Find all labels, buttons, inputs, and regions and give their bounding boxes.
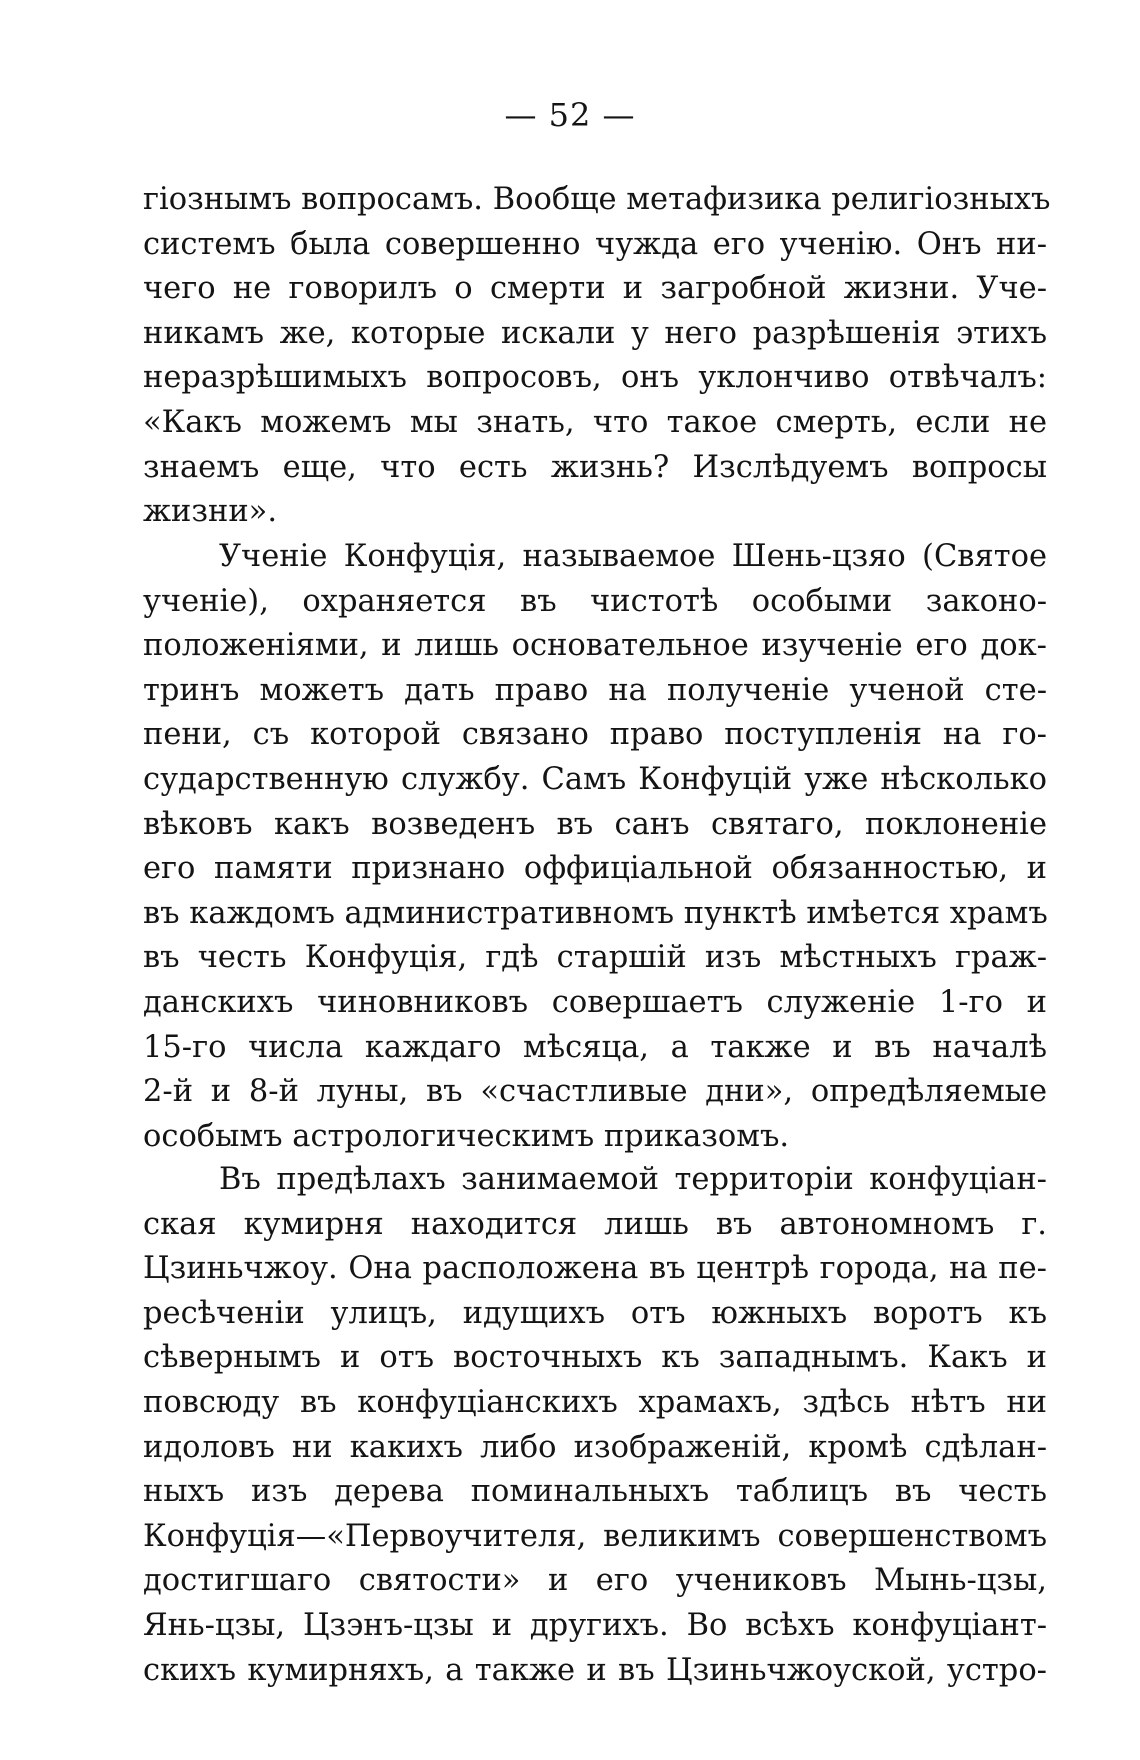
text-line: ученіе), охраняется въ чистотѣ особыми законо- [143,583,1047,619]
text-line: скихъ кумирняхъ, а также и въ Цзиньчжоуской, устро- [143,1652,1047,1688]
text-line: сѣвернымъ и отъ восточныхъ къ западнымъ. Какъ и [143,1340,1047,1376]
text-line: Цзиньчжоу. Она расположена въ центрѣ города, на пе- [143,1251,1047,1287]
text-line: ская кумирня находится лишь въ автономномъ г. [143,1206,1047,1242]
text-line: знаемъ еще, что есть жизнь? Изслѣдуемъ вопросы [143,449,1047,485]
paragraph-1 [143,178,1051,535]
text-line: ресѣченіи улицъ, идущихъ отъ южныхъ воротъ къ [143,1295,1047,1331]
text-line: повсюду въ конфуціанскихъ храмахъ, здѣсь нѣтъ ни [143,1384,1047,1420]
text-line: положеніями, и лишь основательное изученіе его док- [143,628,1047,664]
text-line: Конфуція—«Первоучителя, великимъ совершенствомъ [143,1518,1047,1554]
text-line: ныхъ изъ дерева поминальныхъ таблицъ въ честь [143,1474,1047,1510]
page-number: — 52 — [504,96,636,134]
text-line: «Какъ можемъ мы знать, что такое смерть, если не [143,404,1047,440]
text-line: Янь-цзы, Цзэнъ-цзы и другихъ. Во всѣхъ конфуціант- [143,1607,1047,1643]
text-line: сударственную службу. Самъ Конфуцій уже нѣсколько [143,761,1047,797]
text-line: гіознымъ вопросамъ. Вообще метафизика религіозныхъ [143,182,1051,217]
text-line: его памяти признано оффиціальной обязанностью, и [143,851,1047,887]
text-line: чего не говорилъ о смерти и загробной жизни. Уче- [143,271,1047,307]
text-line: данскихъ чиновниковъ совершаетъ служеніе 1-го и [143,984,1047,1020]
text-line: въ честь Конфуція, гдѣ старшій изъ мѣстныхъ граж- [143,940,1047,976]
paragraph-3 [143,1158,1047,1693]
text-line: 2-й и 8-й луны, въ «счастливые дни», опредѣляемые [143,1074,1047,1110]
text-line: особымъ астрологическимъ приказомъ. [143,1118,790,1154]
text-line: вѣковъ какъ возведенъ въ санъ святаго, поклоненіе [143,806,1047,842]
text-line: Въ предѣлахъ занимаемой территоріи конфуціан- [219,1162,1047,1197]
text-line: системъ была совершенно чужда его ученію. Онъ ни- [143,226,1047,262]
text-line: достигшаго святости» и его учениковъ Мынь-цзы, [143,1563,1047,1599]
text-line: тринъ можетъ дать право на полученіе ученой сте- [143,672,1047,708]
text-line: 15-го числа каждаго мѣсяца, а также и въ началѣ [143,1029,1047,1065]
text-line: пени, съ которой связано право поступленія на го- [143,717,1047,753]
paragraph-2 [143,535,1047,1159]
text-line: неразрѣшимыхъ вопросовъ, онъ уклончиво отвѣчалъ: [143,360,1047,396]
text-line: никамъ же, которые искали у него разрѣшенія этихъ [143,315,1047,351]
text-line: въ каждомъ административномъ пунктѣ имѣется храмъ [143,895,1048,931]
text-line: жизни». [143,494,278,530]
text-line: идоловъ ни какихъ либо изображеній, кромѣ сдѣлан- [143,1429,1047,1465]
text-line: Ученіе Конфуція, называемое Шень-цзяо (Святое [219,539,1047,574]
